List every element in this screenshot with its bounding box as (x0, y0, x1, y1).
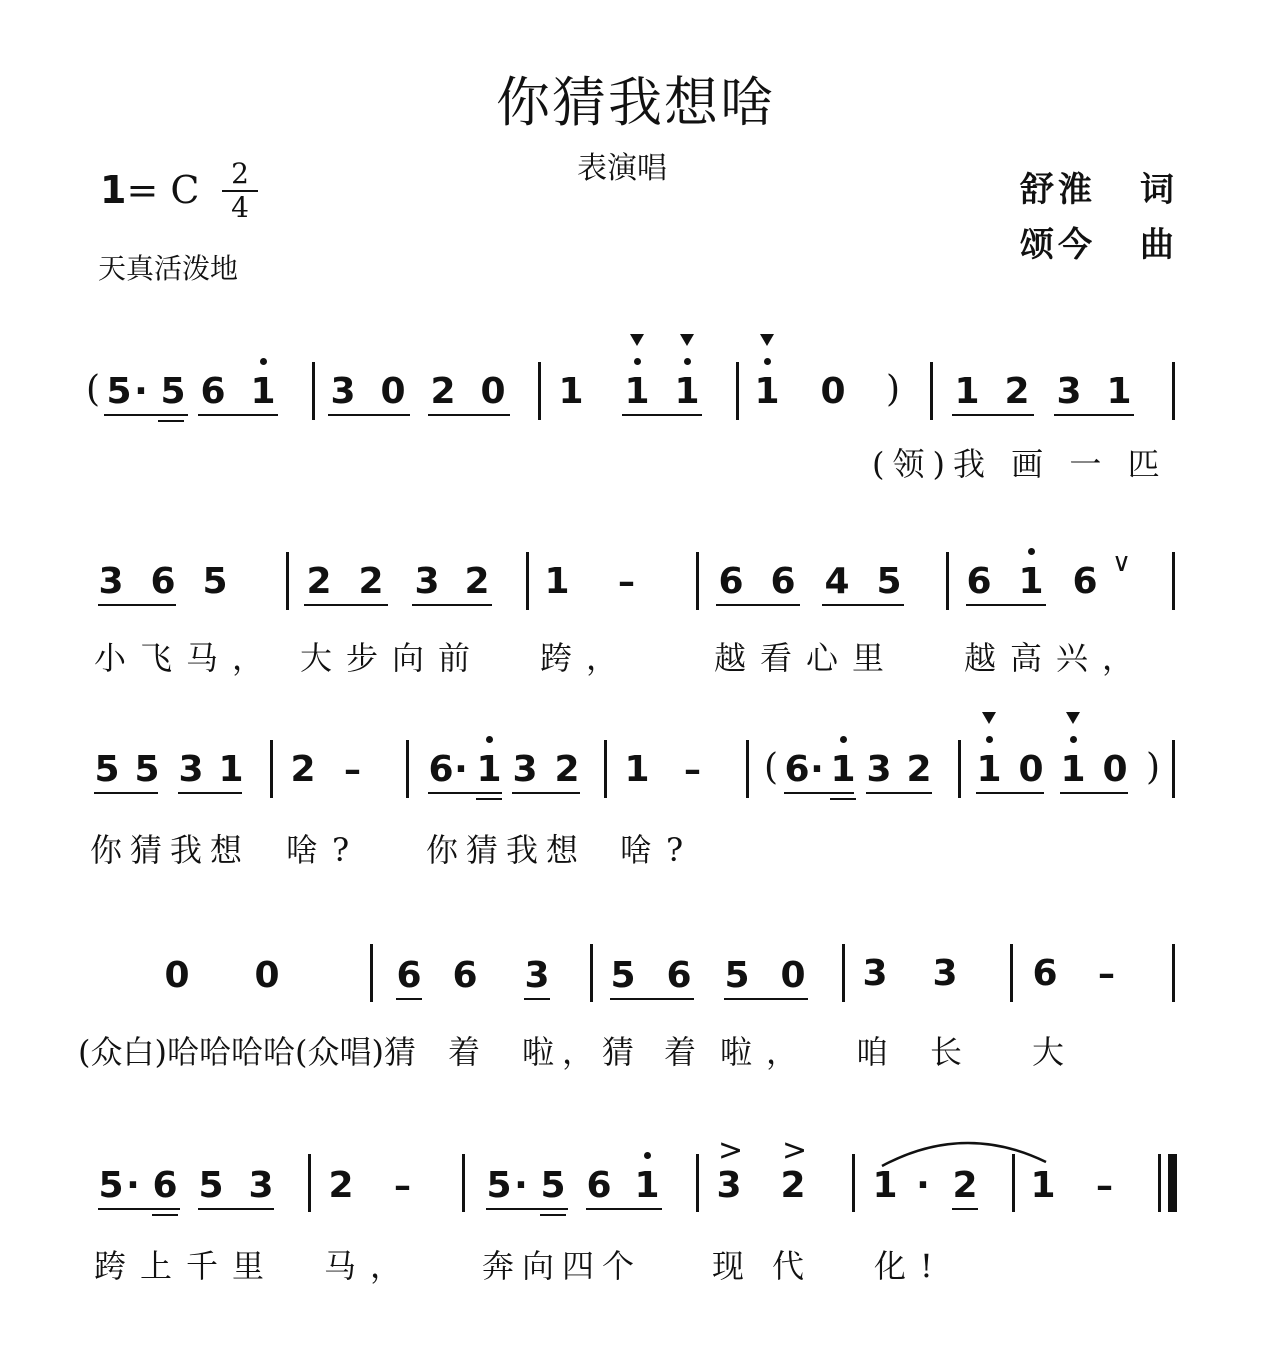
note: 6 (966, 561, 992, 602)
note: 2 (328, 1165, 354, 1206)
note: 2 (554, 749, 580, 790)
lyrics: 啥? (286, 831, 364, 869)
note: 2 (290, 749, 316, 790)
dot: · (810, 749, 824, 790)
note: 5 (202, 561, 228, 602)
underline (304, 604, 388, 606)
barline (1172, 740, 1175, 798)
lyrics: 啦，猜 (522, 1033, 643, 1071)
tie-slur (876, 1130, 1056, 1170)
dash: – (684, 750, 701, 790)
dash: – (1098, 954, 1115, 994)
note: 1 (872, 1165, 898, 1206)
barline (696, 1154, 699, 1212)
underline (512, 792, 580, 794)
barline (370, 944, 373, 1002)
note: 6 (396, 955, 422, 996)
note: 1 (1058, 750, 1088, 790)
note: 5 (540, 1165, 566, 1206)
lyrics: 跨上千里 (94, 1247, 279, 1285)
lyrics: 小飞马， (94, 639, 279, 677)
paren-open: ( (86, 369, 101, 410)
dot: · (454, 749, 468, 790)
dash: – (394, 1166, 411, 1206)
barline (286, 552, 289, 610)
dash: – (618, 562, 635, 602)
underline (610, 998, 694, 1000)
note: 2 (780, 1165, 806, 1206)
note: 1 (828, 750, 858, 790)
note: 1 (1016, 562, 1046, 602)
underline (866, 792, 932, 794)
note: 3 (866, 749, 892, 790)
note: 2 (464, 561, 490, 602)
note: 0 (380, 371, 406, 412)
lyrics: 着 (448, 1033, 495, 1071)
note: 5 (198, 1165, 224, 1206)
lyricist-name: 舒淮 (1020, 170, 1096, 210)
paren-close: ) (886, 369, 901, 410)
note: 6 (452, 955, 478, 996)
note: 3 (98, 561, 124, 602)
underline (716, 604, 800, 606)
note: 1 (974, 750, 1004, 790)
note: 5 (724, 955, 750, 996)
underline (586, 1208, 662, 1210)
barline (736, 362, 739, 420)
note: 3 (248, 1165, 274, 1206)
lyrics: 咱 (856, 1033, 903, 1071)
note: 3 (330, 371, 356, 412)
underline (412, 604, 492, 606)
note: 6 (150, 561, 176, 602)
lyrics: 着 (664, 1033, 711, 1071)
note: 1 (218, 749, 244, 790)
underline (98, 1208, 180, 1210)
note: 6 (718, 561, 744, 602)
dash: – (1096, 1166, 1113, 1206)
note: 5 (134, 749, 160, 790)
note: 5 (106, 371, 132, 412)
note: 1 (558, 371, 584, 412)
underline (486, 1208, 568, 1210)
lyrics: 现代 (712, 1247, 833, 1285)
barline (590, 944, 593, 1002)
underline (1060, 792, 1128, 794)
note: 3 (862, 953, 888, 994)
note: 6 (586, 1165, 612, 1206)
dot: · (514, 1165, 528, 1206)
paren-open: ( (764, 747, 779, 788)
barline (930, 362, 933, 420)
note: 5 (610, 955, 636, 996)
underline (952, 1208, 978, 1210)
note: 1 (1106, 371, 1132, 412)
underline (830, 798, 856, 800)
underline (94, 792, 158, 794)
song-title: 你猜我想啥 (496, 71, 776, 134)
underline (476, 798, 502, 800)
underline (966, 604, 1046, 606)
lyrics: 大 (1032, 1033, 1079, 1071)
barline (842, 944, 845, 1002)
lyrics: 你猜我想 (90, 831, 251, 869)
note: 3 (932, 953, 958, 994)
note: 3 (524, 955, 550, 996)
underline (158, 420, 184, 422)
note: 6 (428, 749, 454, 790)
underline (1054, 414, 1134, 416)
underline (428, 792, 502, 794)
song-subtitle: 表演唱 (577, 151, 667, 186)
note: 5 (876, 561, 902, 602)
underline (178, 792, 242, 794)
lyrics: 跨， (540, 639, 633, 677)
note: 6 (666, 955, 692, 996)
underline (198, 414, 278, 416)
note: 5 (486, 1165, 512, 1206)
underline (622, 414, 702, 416)
note: 2 (306, 561, 332, 602)
barline (746, 740, 749, 798)
note: 0 (480, 371, 506, 412)
barline (312, 362, 315, 420)
composer-role: 曲 (1140, 225, 1174, 265)
note: 3 (178, 749, 204, 790)
time-bottom: 4 (231, 191, 249, 224)
key-signature (100, 168, 199, 212)
time-signature (222, 157, 258, 224)
underline (724, 998, 808, 1000)
note: 1 (672, 372, 702, 412)
underline (104, 414, 188, 416)
note: 0 (780, 955, 806, 996)
lyrics: (众白)哈哈哈哈(众唱)猜 (78, 1033, 416, 1071)
lyrics: 长 (930, 1033, 977, 1071)
barline (1172, 362, 1175, 420)
underline (428, 414, 510, 416)
lyrics: (领)我 画 一 匹 (872, 445, 1168, 483)
lyrics: 大步向前 (300, 639, 485, 677)
note: 1 (752, 372, 782, 412)
note: 3 (1056, 371, 1082, 412)
underline (328, 414, 410, 416)
note: 0 (254, 955, 280, 996)
underline (98, 604, 176, 606)
barline (604, 740, 607, 798)
note: 6 (1072, 561, 1098, 602)
note: 2 (358, 561, 384, 602)
barline (1172, 552, 1175, 610)
barline (852, 1154, 855, 1212)
note: 1 (474, 750, 504, 790)
note: 6 (152, 1165, 178, 1206)
tempo-marking: 天真活泼地 (98, 252, 239, 285)
barline (1172, 944, 1175, 1002)
note: 0 (164, 955, 190, 996)
dot: · (134, 371, 148, 412)
lyrics: 马， (324, 1247, 417, 1285)
barline (958, 740, 961, 798)
note: 1 (624, 749, 650, 790)
dot: · (916, 1165, 930, 1206)
underline (822, 604, 904, 606)
note: 0 (1102, 749, 1128, 790)
barline (526, 552, 529, 610)
note: 2 (952, 1165, 978, 1206)
barline (462, 1154, 465, 1212)
note: 0 (820, 371, 846, 412)
paren-close: ) (1146, 747, 1161, 788)
underline (540, 1214, 566, 1216)
dot: · (126, 1165, 140, 1206)
note: 2 (906, 749, 932, 790)
underline (152, 1214, 178, 1216)
final-barline-thick (1168, 1154, 1177, 1212)
underline (396, 998, 422, 1000)
note: 2 (1004, 371, 1030, 412)
note: 1 (954, 371, 980, 412)
barline (696, 552, 699, 610)
note: 2 (430, 371, 456, 412)
note: 1 (1030, 1165, 1056, 1206)
barline (1012, 1154, 1015, 1212)
note: 3 (512, 749, 538, 790)
note: 5 (94, 749, 120, 790)
underline (976, 792, 1044, 794)
key-one: 1 (100, 168, 127, 212)
final-barline-thin (1158, 1154, 1161, 1212)
barline (406, 740, 409, 798)
underline (524, 998, 550, 1000)
barline (946, 552, 949, 610)
barline (308, 1154, 311, 1212)
composer-name: 颂今 (1020, 225, 1096, 265)
barline (270, 740, 273, 798)
lyrics: 啦， (720, 1033, 813, 1071)
key-rest: = C (126, 168, 200, 212)
underline (952, 414, 1034, 416)
note: 5 (98, 1165, 124, 1206)
note: 6 (770, 561, 796, 602)
lyrics: 奔向四个 (482, 1247, 643, 1285)
lyrics: 啥? (620, 831, 698, 869)
underline (784, 792, 854, 794)
lyrics: 你猜我想 (426, 831, 587, 869)
note: 1 (544, 561, 570, 602)
note: 6 (784, 749, 810, 790)
dash: – (344, 750, 361, 790)
barline (538, 362, 541, 420)
note: 5 (160, 371, 186, 412)
note: 3 (414, 561, 440, 602)
note: 4 (824, 561, 850, 602)
barline (1010, 944, 1013, 1002)
note: 1 (632, 1166, 662, 1206)
note: 6 (1032, 953, 1058, 994)
lyricist-role: 词 (1140, 170, 1174, 210)
lyrics: 越看心里 (714, 639, 899, 677)
note: 3 (716, 1165, 742, 1206)
note: 1 (622, 372, 652, 412)
time-top: 2 (231, 157, 249, 190)
underline (198, 1208, 274, 1210)
note: 6 (200, 371, 226, 412)
accent-mark: > (718, 1133, 744, 1168)
note: 1 (248, 372, 278, 412)
lyrics: 越高兴， (964, 639, 1149, 677)
note: 0 (1018, 749, 1044, 790)
lyrics: 化! (874, 1247, 947, 1285)
accent-mark: > (782, 1133, 808, 1168)
breath-mark: ∨ (1112, 548, 1132, 578)
